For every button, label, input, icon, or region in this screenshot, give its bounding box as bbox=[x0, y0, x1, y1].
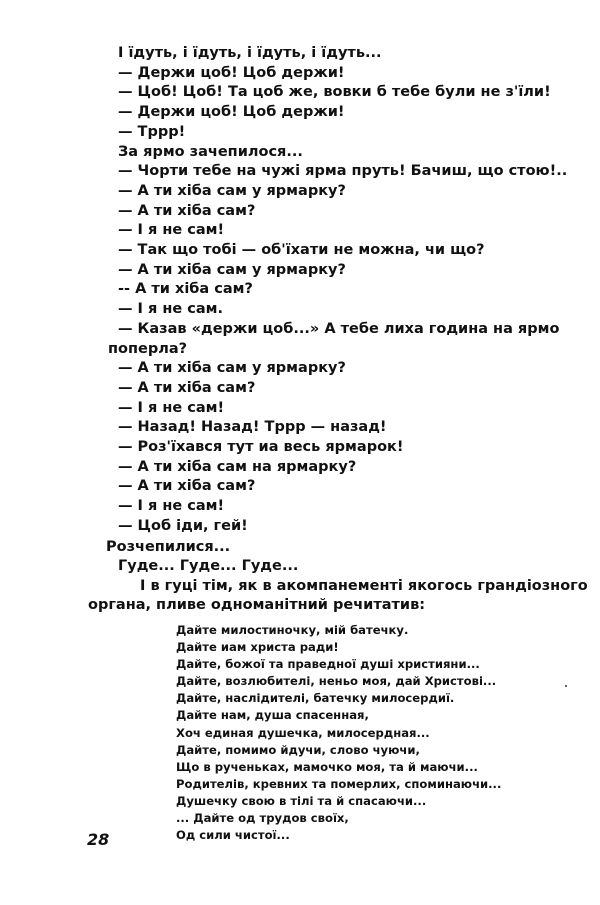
dialogue-line: — Роз'їхався тут иа весь ярмарок! bbox=[118, 439, 404, 456]
dialogue-line: — І я не сам! bbox=[118, 498, 225, 515]
paragraph-line: І в гуці тім, як в акомпанементі якогось грандіозного bbox=[140, 577, 588, 594]
dialogue-line: — Чорти тебе на чужі ярма пруть! Бачиш, що стою!.. bbox=[118, 163, 568, 180]
dialogue-line: — І я не сам! bbox=[118, 222, 225, 239]
dialogue-line: — І я не сам! bbox=[118, 399, 225, 416]
verse-line: Хоч единая душечка, милосердная... bbox=[176, 725, 430, 740]
verse-line: Дайте милостиночку, мій батечку. bbox=[176, 623, 409, 637]
dialogue-line: І їдуть, і їдуть, і їдуть, і їдуть... bbox=[118, 45, 382, 61]
dialogue-line: — І я не сам. bbox=[118, 301, 223, 318]
verse-line: Душечку свою в тілі та й спасаючи... bbox=[176, 793, 427, 808]
dialogue-line: — Держи цоб! Цоб держи! bbox=[118, 64, 345, 81]
dialogue-line: — Цоб іди, гей! bbox=[118, 517, 248, 534]
dialogue-line: — Так що тобі — об'їхати не можна, чи що? bbox=[118, 242, 485, 259]
verse-block bbox=[176, 622, 501, 844]
dialogue-line: — А ти хіба сам на ярмарку? bbox=[118, 458, 357, 475]
page-number: 28 bbox=[87, 830, 110, 849]
verse-line: Дайте, божої та праведної душі християни... bbox=[176, 657, 480, 672]
section-heading: Гуде... Гуде... Гуде... bbox=[118, 558, 299, 574]
verse-line: Родителів, кревних та померлих, споминаючи... bbox=[176, 776, 502, 791]
dialogue-line: — Цоб! Цоб! Та цоб же, вовки б тебе були не з'їли! bbox=[118, 84, 551, 101]
dialogue-line: — А ти хіба сам у ярмарку? bbox=[118, 360, 346, 377]
dialogue-line: — А ти хіба сам? bbox=[118, 478, 256, 495]
dialogue-line: — Назад! Назад! Тррр — назад! bbox=[118, 419, 387, 436]
verse-line: Дайте, возлюбителі, неньо моя, дай Христові... bbox=[176, 674, 497, 689]
verse-line: Дайте, помимо йдучи, слово чуючи, bbox=[176, 742, 420, 757]
verse-line: Дайте нам, душа спасенная, bbox=[176, 708, 369, 723]
dialogue-line: -- А ти хіба сам? bbox=[118, 281, 253, 298]
verse-line: Од сили чистої... bbox=[176, 828, 290, 843]
dialogue-line-continuation: поперла? bbox=[108, 340, 188, 357]
recitative-section bbox=[88, 557, 588, 616]
dialogue-line: За ярмо зачепилося... bbox=[118, 143, 303, 160]
dialogue-line: — А ти хіба сам у ярмарку? bbox=[118, 182, 346, 199]
dialogue-line: — А ти хіба сам? bbox=[118, 202, 256, 219]
dialogue-line: — Казав «держи цоб...» А тебе лиха година на ярмо bbox=[118, 320, 560, 337]
dialogue-block bbox=[106, 44, 580, 557]
dialogue-closing-line: Розчепилися... bbox=[106, 538, 231, 555]
verse-line: Що в рученьках, мамочко моя, та й маючи... bbox=[176, 759, 478, 774]
verse-line: Дайте, наслідителі, батечку милосердиї. bbox=[176, 691, 455, 706]
dialogue-line: — А ти хіба сам у ярмарку? bbox=[118, 261, 346, 278]
dialogue-line: — Тррр! bbox=[118, 123, 186, 140]
dialogue-line: — А ти хіба сам? bbox=[118, 379, 256, 396]
paragraph-line: органа, пливе одноманітний речитатив: bbox=[88, 597, 426, 613]
verse-line: Дайте иам христа ради! bbox=[176, 640, 339, 655]
verse-line: ... Дайте од трудов своїх, bbox=[176, 811, 349, 826]
narrative-paragraph bbox=[88, 577, 588, 616]
dialogue-line: — Держи цоб! Цоб держи! bbox=[118, 104, 345, 121]
print-speck bbox=[565, 685, 567, 687]
